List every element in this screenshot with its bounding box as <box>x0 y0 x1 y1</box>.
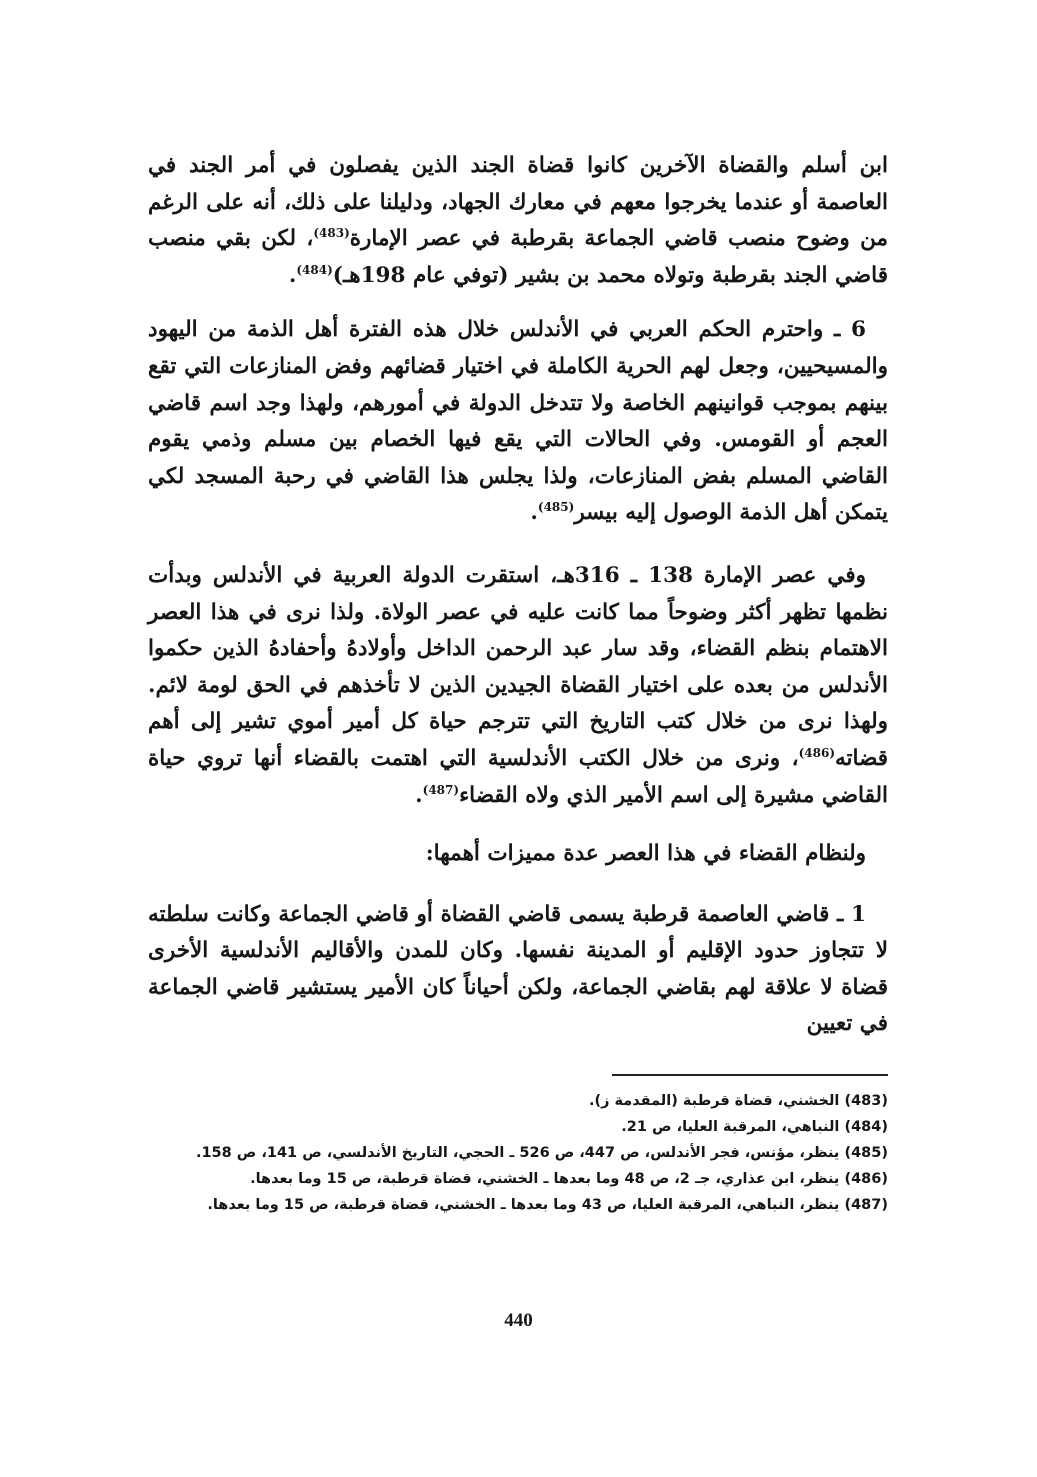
footnote-484 <box>148 1114 888 1140</box>
footnote-ref-483: (483) <box>313 226 350 241</box>
footnote-text: الخشني، قضاة قرطبة (المقدمة ز). <box>588 1093 840 1109</box>
footnote-number: (487) <box>844 1197 888 1213</box>
paragraph-3-text-b: ، ونرى من خلال الكتب الأندلسية التي اهتمت بالقضاء أنها تروي حياة القاضي مشيرة إلى اسم الأمير الذي ولاه القضاء <box>148 745 888 808</box>
paragraph-5: 1 ـ قاضي العاصمة قرطبة يسمى قاضي القضاة أو قاضي الجماعة وكانت سلطته لا تتجاوز حدود الإقليم أو المدينة نفسها. وكان للمدن والأقاليم الأندلسية الأخرى قضاة لا علاقة لهم بقاضي الجماعة، ولكن أحياناً كان الأمير يستشير قاضي الجماعة في تعيين <box>148 901 888 1037</box>
footnote-number: (486) <box>844 1171 888 1187</box>
paragraph-4: ولنظام القضاء في هذا العصر عدة مميزات أهمها: <box>425 841 866 867</box>
footnote-487 <box>148 1192 888 1218</box>
footnote-list <box>148 1088 888 1218</box>
page-number: 440 <box>504 1310 533 1331</box>
footnote-text: النباهي، المرقبة العليا، ص 21. <box>621 1119 840 1135</box>
paragraph-2-text-b: . <box>530 500 538 526</box>
footnote-number: (484) <box>844 1119 888 1135</box>
footnote-number: (483) <box>844 1093 888 1109</box>
paragraph-3-text-c: . <box>415 782 423 808</box>
footnote-ref-484: (484) <box>296 262 333 277</box>
paragraph-3-text-a: وفي عصر الإمارة 138 ـ 316هـ، استقرت الدولة العربية في الأندلس وبدأت نظمها تظهر أكثر وضوحاً مما كانت عليه في عصر الولاة. ولذا نرى في هذا العصر الاهتمام بنظم القضاء، وقد سار عبد الرحمن الداخل وأولادهُ وأحفادهُ الذين حكموا الأندلس من بعده على اختيار القضاة الجيدين الذين لا تأخذهم في الحق لومة لائم. ولهذا نرى من خلال كتب التاريخ التي تترجم حياة كل أمير أموي تشير إلى أهم قضاته <box>148 562 888 771</box>
footnote-number: (485) <box>844 1145 888 1161</box>
footnote-483 <box>148 1088 888 1114</box>
paragraph-1-text-a: ابن أسلم والقضاة الآخرين كانوا قضاة الجند الذين يفصلون في أمر الجند في العاصمة أو عندما يخرجوا معهم في معارك الجهاد، ودليلنا على ذلك، أنه على الرغم من وضوح منصب قاضي الجماعة بقرطبة في عصر الإمارة <box>148 153 888 252</box>
paragraph-1-text-b: ، لكن بقي منصب قاضي الجند بقرطبة وتولاه محمد بن بشير (توفي عام 198هـ) <box>148 226 888 288</box>
footnote-text: ينظر، النباهي، المرقبة العليا، ص 43 وما بعدها ـ الخشني، قضاة قرطبة، ص 15 وما بعدها. <box>207 1197 840 1213</box>
paragraph-2 <box>148 312 888 532</box>
footnote-text: ينظر، مؤنس، فجر الأندلس، ص 447، ص 526 ـ الحجي، التاريخ الأندلسي، ص 141، ص 158. <box>195 1145 840 1161</box>
footnote-text: ينظر، ابن عذاري، جـ 2، ص 48 وما بعدها ـ الخشني، قضاة قرطبة، ص 15 وما بعدها. <box>250 1171 840 1187</box>
footnote-485 <box>148 1140 888 1166</box>
paragraph-1 <box>148 148 888 294</box>
footnote-divider <box>612 1074 888 1076</box>
paragraph-3 <box>148 558 888 814</box>
footnote-ref-487: (487) <box>422 782 460 797</box>
footnote-ref-485: (485) <box>537 500 575 515</box>
footnote-486 <box>148 1166 888 1192</box>
footnote-ref-486: (486) <box>798 745 836 760</box>
footnotes-section <box>148 1088 888 1218</box>
paragraph-1-text-c: . <box>288 262 297 288</box>
page-body <box>148 148 888 1043</box>
paragraph-2-text-a: 6 ـ واحترم الحكم العربي في الأندلس خلال هذه الفترة أهل الذمة من اليهود والمسيحيين، وجعل لهم الحرية الكاملة في اختيار قضائهم وفض المنازعات التي تقع بينهم بموجب قوانينهم الخاصة ولا تتدخل الدولة في أمورهم، ولهذا وجد اسم قاضي العجم أو القومس. وفي الحالات التي يقع فيها الخصام بين مسلم وذمي يقوم القاضي المسلم بفض المنازعات، ولذا يجلس هذا القاضي في رحبة المسجد لكي يتمكن أهل الذمة الوصول إليه بيسر <box>148 317 888 526</box>
